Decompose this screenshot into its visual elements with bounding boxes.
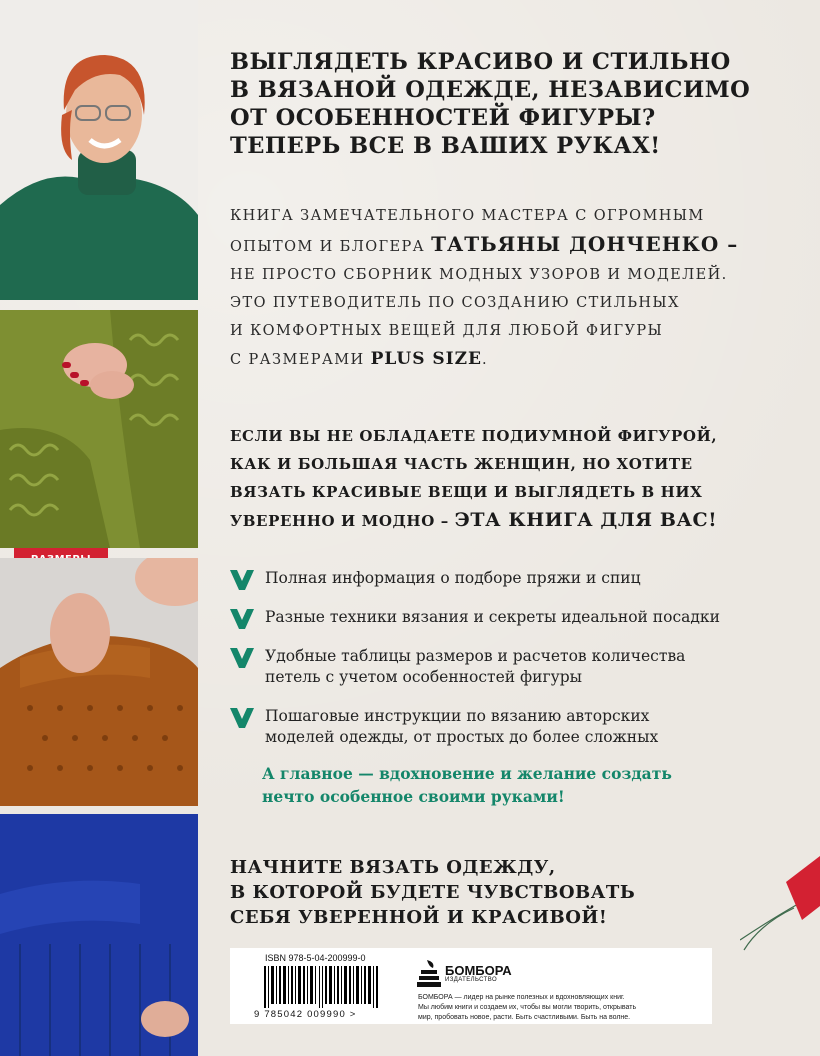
feature-text: Пошаговые инструкции по вязанию авторских [265,707,650,725]
features-list [230,568,810,766]
publisher-sub: ИЗДАТЕЛЬСТВО [445,977,498,983]
feature-item [230,706,810,748]
intro-line: НЕ ПРОСТО СБОРНИК МОДНЫХ УЗОРОВ И МОДЕЛЕЙ. [230,267,728,283]
green-knit-photo [0,310,198,548]
audience-line [230,506,800,535]
audience-line: ВЯЗАТЬ КРАСИВЫЕ ВЕЩИ И ВЫГЛЯДЕТЬ В НИХ [230,483,703,501]
headline-line: ОТ ОСОБЕННОСТЕЙ ФИГУРЫ? [230,105,656,131]
check-icon [230,648,254,668]
feature-item [230,568,810,589]
intro-paragraph [230,202,800,374]
closing-line: В КОТОРОЙ БУДЕТЕ ЧУВСТВОВАТЬ [230,882,636,903]
closing-line: СЕБЯ УВЕРЕННОЙ И КРАСИВОЙ! [230,907,608,928]
isbn-label: ISBN 978-5-04-200999-0 [265,953,366,963]
check-icon [230,708,254,728]
publisher-desc-line: мир, пробовать новое, расти. Быть счастливыми. Быть на волне. [418,1014,631,1021]
closing-line: НАЧНИТЕ ВЯЗАТЬ ОДЕЖДУ, [230,857,556,878]
feature-text: моделей одежды, от простых до более сложных [265,728,659,746]
intro-text: С РАЗМЕРАМИ [230,352,365,368]
audience-line: КАК И БОЛЬШАЯ ЧАСТЬ ЖЕНЩИН, НО ХОТИТЕ [230,455,693,473]
audience-paragraph [230,422,800,535]
check-icon [230,570,254,590]
barcode-icon [264,966,384,1008]
barcode-number: 9 785042 009990 > [254,1009,357,1020]
headline-line: ТЕПЕРЬ ВСЕ В ВАШИХ РУКАХ! [230,133,661,159]
blue-knit-photo [0,814,198,1056]
feature-item [230,646,810,688]
accent-line: А главное — вдохновение и желание создать [262,764,672,783]
feature-text: Разные техники вязания и секреты идеальной посадки [265,608,720,626]
intro-text: ОПЫТОМ И БЛОГЕРА [230,239,426,255]
feature-text: Удобные таблицы размеров и расчетов количества [265,647,686,665]
accent-line: нечто особенное своими руками! [262,787,565,806]
author-name: ТАТЬЯНЫ ДОНЧЕНКО – [431,232,739,256]
publisher-name: БОМБОРА [445,963,512,978]
intro-text: . [482,352,489,368]
headline [230,48,800,160]
audience-text: УВЕРЕННО И МОДНО – [230,512,449,530]
check-icon [230,609,254,629]
intro-line: И КОМФОРТНЫХ ВЕЩЕЙ ДЛЯ ЛЮБОЙ ФИГУРЫ [230,323,664,339]
publisher-logo-icon [417,958,441,988]
headline-line: ВЫГЛЯДЕТЬ КРАСИВО И СТИЛЬНО [230,49,731,75]
author-photo [0,0,198,300]
headline-line: В ВЯЗАНОЙ ОДЕЖДЕ, НЕЗАВИСИМО [230,77,751,103]
feature-text: петель с учетом особенностей фигуры [265,668,582,686]
feature-item [230,607,810,628]
intro-line [230,345,800,374]
audience-line: ЕСЛИ ВЫ НЕ ОБЛАДАЕТЕ ПОДИУМНОЙ ФИГУРОЙ, [230,427,718,445]
intro-line [230,230,800,261]
publisher-desc-line: БОМБОРА — лидер на рынке полезных и вдохновляющих книг. [418,994,625,1001]
accent-text [262,762,672,808]
plus-size-label: PLUS SIZE [370,349,482,369]
audience-emphasis: ЭТА КНИГА ДЛЯ ВАС! [454,509,718,531]
publisher-description [418,993,708,1023]
intro-line: КНИГА ЗАМЕЧАТЕЛЬНОГО МАСТЕРА С ОГРОМНЫМ [230,208,705,224]
feature-text: Полная информация о подборе пряжи и спиц [265,569,641,587]
intro-line: ЭТО ПУТЕВОДИТЕЛЬ ПО СОЗДАНИЮ СТИЛЬНЫХ [230,295,680,311]
orange-knit-photo [0,558,198,806]
decorative-tag-icon [740,842,820,952]
closing-heading [230,855,800,930]
publisher-desc-line: Мы любим книги и создаем их, чтобы вы могли творить, открывать [418,1004,637,1011]
